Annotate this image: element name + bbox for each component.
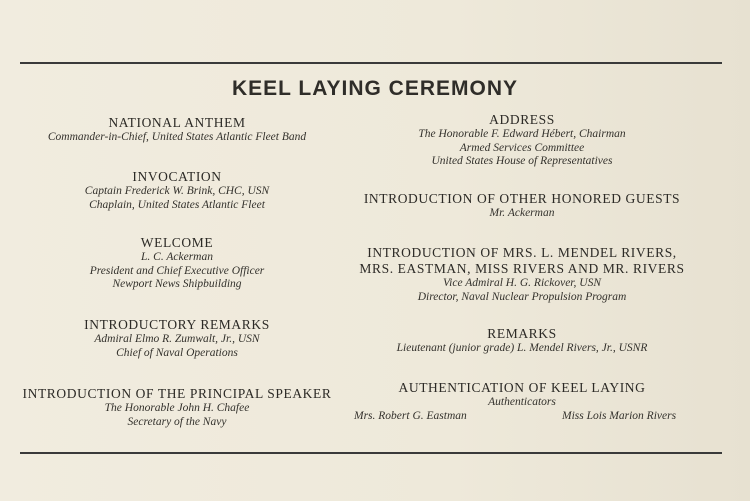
section-heading: NATIONAL ANTHEM <box>108 115 246 130</box>
section-heading: INTRODUCTORY REMARKS <box>84 317 270 332</box>
authenticator-name: Mrs. Robert G. Eastman <box>354 409 467 422</box>
section-line: The Honorable John H. Chafee <box>104 402 250 414</box>
section-heading: AUTHENTICATION OF KEEL LAYING <box>398 380 646 395</box>
section-line: Lieutenant (junior grade) L. Mendel Rivers, Jr., USNR <box>396 342 648 354</box>
section-welcome <box>12 235 342 292</box>
section-line: The Honorable F. Edward Hébert, Chairman <box>418 128 626 140</box>
top-rule <box>20 62 722 64</box>
section-principal-speaker <box>12 386 342 429</box>
bottom-rule <box>20 452 722 454</box>
section-introductory-remarks <box>12 317 342 360</box>
section-line: Authenticators <box>488 396 556 408</box>
section-line: President and Chief Executive Officer <box>89 264 265 277</box>
section-heading: REMARKS <box>487 326 557 341</box>
section-heading: INTRODUCTION OF MRS. L. MENDEL RIVERS, <box>367 245 677 260</box>
section-heading: INTRODUCTION OF OTHER HONORED GUESTS <box>363 191 681 206</box>
section-introduction-rivers <box>342 245 702 304</box>
section-line: Mr. Ackerman <box>489 207 555 219</box>
section-line: Captain Frederick W. Brink, CHC, USN <box>84 185 270 197</box>
section-line: Vice Admiral H. G. Rickover, USN <box>443 277 601 289</box>
authenticator-name: Miss Lois Marion Rivers <box>562 409 677 422</box>
section-remarks <box>342 326 702 356</box>
section-address <box>342 112 702 169</box>
section-line: Secretary of the Navy <box>127 415 227 428</box>
section-national-anthem <box>12 115 342 145</box>
section-line: L. C. Ackerman <box>141 251 213 263</box>
section-heading: INTRODUCTION OF THE PRINCIPAL SPEAKER <box>22 386 332 401</box>
page-title: KEEL LAYING CEREMONY <box>231 77 519 100</box>
section-line: Newport News Shipbuilding <box>112 278 242 290</box>
section-line: Chaplain, United States Atlantic Fleet <box>89 198 265 211</box>
section-heading: WELCOME <box>140 235 214 250</box>
section-heading: ADDRESS <box>489 112 555 127</box>
section-authentication <box>342 380 702 424</box>
authenticators-row <box>342 410 702 424</box>
section-heading-continued: MRS. EASTMAN, MISS RIVERS AND MR. RIVERS <box>359 261 685 276</box>
section-honored-guests <box>342 191 702 221</box>
section-heading: INVOCATION <box>132 169 222 184</box>
section-line: Director, Naval Nuclear Propulsion Program <box>417 290 627 303</box>
section-line: United States House of Representatives <box>431 155 613 167</box>
section-line: Commander-in-Chief, United States Atlantic Fleet Band <box>47 131 307 143</box>
section-line: Admiral Elmo R. Zumwalt, Jr., USN <box>94 333 260 345</box>
section-invocation <box>12 169 342 212</box>
section-line: Armed Services Committee <box>459 141 585 154</box>
section-line: Chief of Naval Operations <box>116 346 238 359</box>
